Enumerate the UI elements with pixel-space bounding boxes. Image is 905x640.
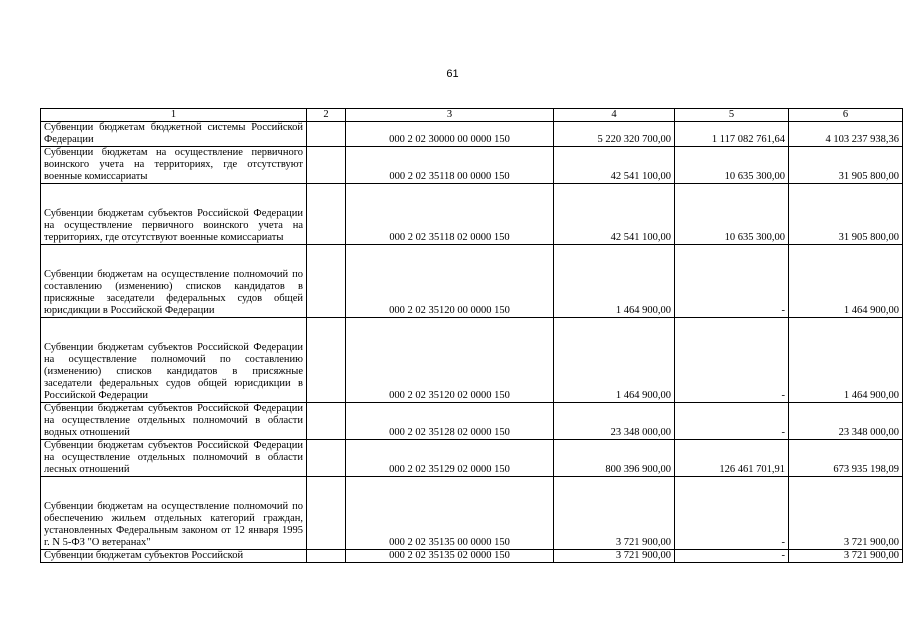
row-col4: 3 721 900,00 xyxy=(554,550,675,563)
row-code: 000 2 02 35118 00 0000 150 xyxy=(346,147,554,184)
row-code: 000 2 02 35135 02 0000 150 xyxy=(346,550,554,563)
row-col2 xyxy=(307,550,346,563)
page-number: 61 xyxy=(446,68,459,80)
row-col5: - xyxy=(675,477,789,550)
table-row xyxy=(41,122,903,147)
row-col6: 4 103 237 938,36 xyxy=(789,122,903,147)
row-col5: 10 635 300,00 xyxy=(675,147,789,184)
row-col4: 42 541 100,00 xyxy=(554,147,675,184)
row-col2 xyxy=(307,184,346,245)
table-row xyxy=(41,403,903,440)
column-header-4: 4 xyxy=(554,109,675,122)
row-name: Субвенции бюджетам на осуществление полномочий по обеспечению жильем отдельных категорий граждан, установленных Федеральным законом от 12 января 1995 г. N 5-ФЗ "О ветеранах" xyxy=(41,477,307,550)
row-code: 000 2 02 35120 00 0000 150 xyxy=(346,245,554,318)
table-row xyxy=(41,477,903,550)
row-col6: 1 464 900,00 xyxy=(789,318,903,403)
row-col2 xyxy=(307,477,346,550)
row-col2 xyxy=(307,245,346,318)
column-header-1: 1 xyxy=(41,109,307,122)
row-name: Субвенции бюджетам субъектов Российской Федерации на осуществление отдельных полномочий в области водных отношений xyxy=(41,403,307,440)
table-row xyxy=(41,245,903,318)
row-col4: 5 220 320 700,00 xyxy=(554,122,675,147)
row-name: Субвенции бюджетам субъектов Российской Федерации на осуществление отдельных полномочий в области лесных отношений xyxy=(41,440,307,477)
row-col2 xyxy=(307,122,346,147)
column-header-3: 3 xyxy=(346,109,554,122)
row-name: Субвенции бюджетам субъектов Российской xyxy=(41,550,307,563)
row-code: 000 2 02 35118 02 0000 150 xyxy=(346,184,554,245)
row-col4: 23 348 000,00 xyxy=(554,403,675,440)
row-col2 xyxy=(307,440,346,477)
row-code: 000 2 02 35135 00 0000 150 xyxy=(346,477,554,550)
row-col4: 800 396 900,00 xyxy=(554,440,675,477)
row-col4: 1 464 900,00 xyxy=(554,318,675,403)
row-col4: 3 721 900,00 xyxy=(554,477,675,550)
row-name: Субвенции бюджетам на осуществление первичного воинского учета на территориях, где отсутствуют военные комиссариаты xyxy=(41,147,307,184)
budget-table xyxy=(40,108,903,563)
column-header-2: 2 xyxy=(307,109,346,122)
table-row xyxy=(41,147,903,184)
row-code: 000 2 02 35128 02 0000 150 xyxy=(346,403,554,440)
row-col2 xyxy=(307,403,346,440)
row-col5: 10 635 300,00 xyxy=(675,184,789,245)
row-name: Субвенции бюджетам субъектов Российской Федерации на осуществление первичного воинского учета на территориях, где отсутствуют военные комиссариаты xyxy=(41,184,307,245)
table-row xyxy=(41,318,903,403)
row-col6: 31 905 800,00 xyxy=(789,184,903,245)
table-row xyxy=(41,440,903,477)
row-col6: 1 464 900,00 xyxy=(789,245,903,318)
row-col2 xyxy=(307,147,346,184)
row-name: Субвенции бюджетам субъектов Российской Федерации на осуществление полномочий по составлению (изменению) списков кандидатов в присяжные заседатели федеральных судов общей юрисдикции в Российской Федерации xyxy=(41,318,307,403)
table-row xyxy=(41,184,903,245)
row-col2 xyxy=(307,318,346,403)
row-code: 000 2 02 35129 02 0000 150 xyxy=(346,440,554,477)
column-header-5: 5 xyxy=(675,109,789,122)
row-col6: 673 935 198,09 xyxy=(789,440,903,477)
table-header-row xyxy=(41,109,903,122)
row-col5: - xyxy=(675,318,789,403)
row-col6: 23 348 000,00 xyxy=(789,403,903,440)
row-col6: 31 905 800,00 xyxy=(789,147,903,184)
row-code: 000 2 02 35120 02 0000 150 xyxy=(346,318,554,403)
row-col4: 42 541 100,00 xyxy=(554,184,675,245)
row-col6: 3 721 900,00 xyxy=(789,477,903,550)
row-col5: - xyxy=(675,245,789,318)
row-name: Субвенции бюджетам на осуществление полномочий по составлению (изменению) списков кандидатов в присяжные заседатели федеральных судов общей юрисдикции в Российской Федерации xyxy=(41,245,307,318)
row-col5: 1 117 082 761,64 xyxy=(675,122,789,147)
row-col4: 1 464 900,00 xyxy=(554,245,675,318)
row-name: Субвенции бюджетам бюджетной системы Российской Федерации xyxy=(41,122,307,147)
row-col5: 126 461 701,91 xyxy=(675,440,789,477)
column-header-6: 6 xyxy=(789,109,903,122)
table-row xyxy=(41,550,903,563)
row-code: 000 2 02 30000 00 0000 150 xyxy=(346,122,554,147)
row-col5: - xyxy=(675,403,789,440)
row-col5: - xyxy=(675,550,789,563)
row-col6: 3 721 900,00 xyxy=(789,550,903,563)
